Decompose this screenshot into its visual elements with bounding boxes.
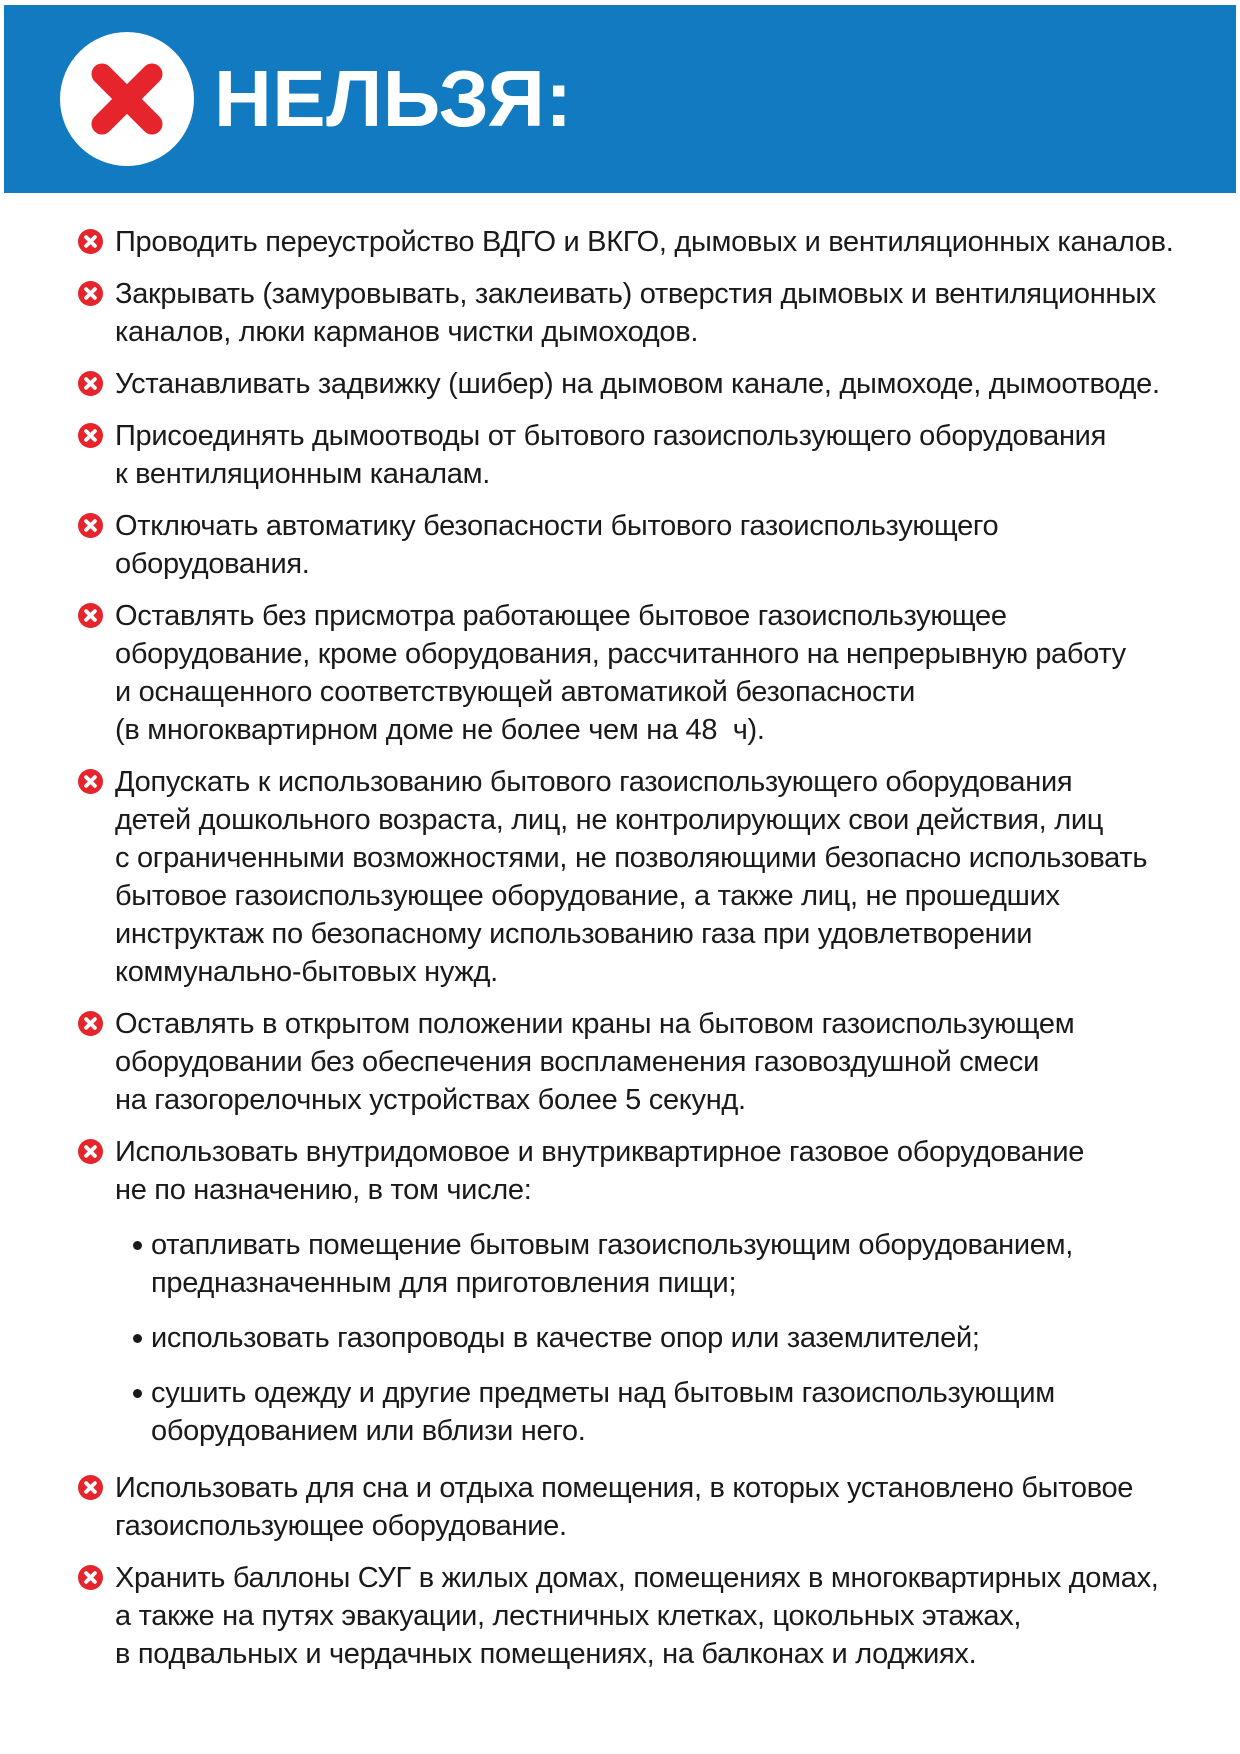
text-line: на газогорелочных устройствах более 5 секунд. bbox=[115, 1084, 746, 1116]
text-line: Оставлять в открытом положении краны на бытовом газоиспользующем bbox=[115, 1008, 1075, 1040]
text-line: Закрывать (замуровывать, заклеивать) отверстия дымовых и вентиляционных bbox=[115, 278, 1156, 310]
text-line: в подвальных и чердачных помещениях, на балконах и лоджиях. bbox=[115, 1638, 977, 1670]
text-line: предназначенным для приготовления пищи; bbox=[151, 1267, 737, 1299]
text-line: Присоединять дымоотводы от бытового газоиспользующего оборудования bbox=[115, 420, 1106, 452]
x-circle-bullet-icon bbox=[78, 513, 103, 538]
header-banner bbox=[4, 5, 1236, 193]
text-line: оборудованием или вблизи него. bbox=[151, 1415, 586, 1447]
text-line: Оставлять без присмотра работающее бытовое газоиспользующее bbox=[115, 600, 1007, 632]
list-item bbox=[78, 763, 1210, 991]
dot-bullet-icon bbox=[133, 1241, 142, 1250]
x-circle-bullet-icon bbox=[78, 603, 103, 628]
list-item-text bbox=[115, 365, 1160, 403]
list-item-text bbox=[115, 1559, 1159, 1673]
text-line: Допускать к использованию бытового газоиспользующего оборудования bbox=[115, 766, 1073, 798]
sub-list-item bbox=[133, 1226, 1084, 1302]
text-line: Устанавливать задвижку (шибер) на дымовом канале, дымоходе, дымоотводе. bbox=[115, 368, 1160, 400]
text-line: Хранить баллоны СУГ в жилых домах, помещениях в многоквартирных домах, bbox=[115, 1562, 1159, 1594]
text-line: инструктаж по безопасному использованию газа при удовлетворении bbox=[115, 918, 1033, 950]
dot-bullet-icon bbox=[133, 1334, 142, 1343]
list-item-text bbox=[115, 417, 1106, 493]
text-line: (в многоквартирном доме не более чем на 48 ч). bbox=[115, 714, 765, 746]
list-item-text bbox=[115, 1005, 1074, 1119]
text-line: каналов, люки карманов чистки дымоходов. bbox=[115, 316, 699, 348]
x-circle-bullet-icon bbox=[78, 769, 103, 794]
x-circle-icon bbox=[60, 32, 194, 166]
text-line: оборудовании без обеспечения воспламенения газовоздушной смеси bbox=[115, 1046, 1039, 1078]
sub-list bbox=[133, 1226, 1084, 1450]
text-line: не по назначению, в том числе: bbox=[115, 1174, 532, 1206]
x-circle-bullet-icon bbox=[78, 1011, 103, 1036]
x-circle-bullet-icon bbox=[78, 229, 103, 254]
text-line: Отключать автоматику безопасности бытового газоиспользующего bbox=[115, 510, 999, 542]
x-circle-bullet-icon bbox=[78, 371, 103, 396]
sub-list-item bbox=[133, 1319, 1084, 1357]
text-line: сушить одежду и другие предметы над бытовым газоиспользующим bbox=[151, 1377, 1055, 1409]
list-item bbox=[78, 1133, 1210, 1455]
text-line: использовать газопроводы в качестве опор или заземлителей; bbox=[151, 1322, 980, 1354]
text-line: коммунально-бытовых нужд. bbox=[115, 956, 498, 988]
x-circle-bullet-icon bbox=[78, 1475, 103, 1500]
text-line: отапливать помещение бытовым газоиспользующим оборудованием, bbox=[151, 1229, 1074, 1261]
text-line: детей дошкольного возраста, лиц, не контролирующих свои действия, лиц bbox=[115, 804, 1104, 836]
text-line: оборудование, кроме оборудования, рассчитанного на непрерывную работу bbox=[115, 638, 1126, 670]
sub-list-item-text bbox=[151, 1319, 980, 1357]
list-item bbox=[78, 507, 1210, 583]
list-item-text bbox=[115, 1469, 1133, 1545]
list-item bbox=[78, 1005, 1210, 1119]
sub-list-item-text bbox=[151, 1226, 1073, 1302]
text-line: и оснащенного соответствующей автоматикой безопасности bbox=[115, 676, 916, 708]
text-line: с ограниченными возможностями, не позволяющими безопасно использовать bbox=[115, 842, 1148, 874]
list-item-text bbox=[115, 223, 1173, 261]
x-circle-bullet-icon bbox=[78, 423, 103, 448]
page-title: НЕЛЬЗЯ: bbox=[214, 54, 573, 143]
list-item bbox=[78, 275, 1210, 351]
list-item bbox=[78, 417, 1210, 493]
text-line: а также на путях эвакуации, лестничных клетках, цокольных этажах, bbox=[115, 1600, 1022, 1632]
list-item bbox=[78, 365, 1210, 403]
sub-list-item-text bbox=[151, 1374, 1055, 1450]
text-line: Проводить переустройство ВДГО и ВКГО, дымовых и вентиляционных каналов. bbox=[115, 226, 1174, 258]
list-item-text bbox=[115, 275, 1156, 351]
dot-bullet-icon bbox=[133, 1389, 142, 1398]
text-line: бытовое газоиспользующее оборудование, а также лиц, не прошедших bbox=[115, 880, 1060, 912]
list-item-text bbox=[115, 597, 1126, 749]
list-item-text bbox=[115, 763, 1147, 991]
x-circle-bullet-icon bbox=[78, 1565, 103, 1590]
list-item bbox=[78, 1559, 1210, 1673]
list-item bbox=[78, 223, 1210, 261]
x-circle-bullet-icon bbox=[78, 281, 103, 306]
list-item bbox=[78, 597, 1210, 749]
text-line: оборудования. bbox=[115, 548, 310, 580]
sub-list-item bbox=[133, 1374, 1084, 1450]
text-line: Использовать внутридомовое и внутриквартирное газовое оборудование bbox=[115, 1136, 1085, 1168]
list-item-text bbox=[115, 507, 998, 583]
rules-list bbox=[0, 193, 1240, 1673]
text-line: газоиспользующее оборудование. bbox=[115, 1510, 567, 1542]
x-circle-bullet-icon bbox=[78, 1139, 103, 1164]
list-item bbox=[78, 1469, 1210, 1545]
list-item-text bbox=[115, 1133, 1084, 1455]
text-line: к вентиляционным каналам. bbox=[115, 458, 491, 490]
text-line: Использовать для сна и отдыха помещения, в которых установлено бытовое bbox=[115, 1472, 1134, 1504]
